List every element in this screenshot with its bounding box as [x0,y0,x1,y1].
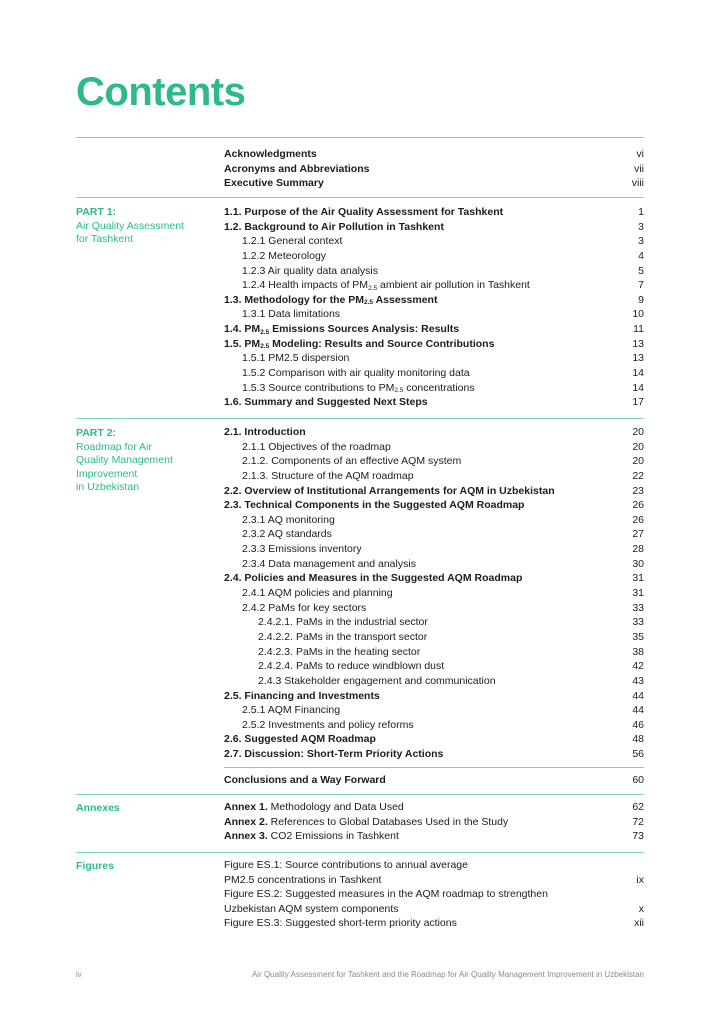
toc-entry-page: 73 [632,830,644,843]
toc-entry-title: 1.5.2 Comparison with air quality monitoring data [242,367,470,380]
toc-entry[interactable] [224,395,644,410]
toc-entry-page: 22 [632,469,644,482]
toc-entry[interactable] [224,205,644,220]
toc-entry-page: 33 [632,601,644,614]
toc-entry-title: 1.3. Methodology for the PM2.5 Assessment [224,293,438,307]
toc-entry-page: 42 [632,660,644,673]
toc-entry-page: 5 [638,264,644,277]
annexes-heading: Annexes [76,802,120,814]
toc-entry-page: 11 [633,323,644,336]
divider [76,418,644,419]
toc-entry-title: 2.4.2.4. PaMs to reduce windblown dust [258,660,445,673]
part2-desc-line: Quality Management [76,454,173,467]
toc-entry[interactable] [224,425,644,440]
toc-entry-page: 26 [632,499,644,512]
toc-entry[interactable] [224,484,644,499]
toc-entry-title: 2.1.1 Objectives of the roadmap [242,440,391,453]
toc-entry-page: 26 [632,513,644,526]
toc-entry-title: 2.4.1 AQM policies and planning [242,587,393,600]
annexes-list [224,800,644,844]
toc-entry-page: 13 [632,352,644,365]
toc-entry[interactable] [224,513,644,528]
front-matter-list [224,147,644,191]
toc-entry[interactable] [224,469,644,484]
toc-entry[interactable] [224,615,644,630]
toc-entry-title: 2.4.2.2. PaMs in the transport sector [258,630,428,643]
toc-entry[interactable] [224,674,644,689]
figure-entry-page: ix [636,873,644,886]
toc-entry[interactable] [224,220,644,235]
figure-entry-title: Figure ES.2: Suggested measures in the AQM roadmap to strengthen [224,888,548,900]
annexes-label [76,802,206,816]
toc-entry-page: vii [634,162,644,175]
toc-entry-title: 2.3.1 AQ monitoring [242,513,335,526]
toc-entry-title: 2.7. Discussion: Short-Term Priority Actions [224,748,444,761]
toc-entry-title: 2.6. Suggested AQM Roadmap [224,733,376,746]
toc-entry-title: Annex 3. CO2 Emissions in Tashkent [224,830,399,843]
toc-entry[interactable] [224,322,644,337]
part1-heading: PART 1: [76,206,117,218]
toc-entry[interactable] [224,747,644,762]
page-number: iv [76,970,82,979]
toc-entry-page: 10 [632,308,644,321]
toc-entry-page: 13 [632,337,644,350]
toc-entry-title: 2.3.3 Emissions inventory [242,543,362,556]
toc-entry[interactable] [224,264,644,279]
divider [76,794,644,795]
figure-entry-page: x [638,902,644,915]
part2-label [76,427,206,495]
toc-entry-title: Annex 2. References to Global Databases Used in the Study [224,815,509,828]
toc-entry[interactable] [224,278,644,293]
figures-heading: Figures [76,860,114,872]
toc-entry[interactable] [224,630,644,645]
figure-entry-title: PM2.5 concentrations in Tashkent [224,873,382,886]
toc-entry-title: 2.4.3 Stakeholder engagement and communication [258,674,496,687]
toc-entry-page: 4 [638,249,644,262]
toc-entry-page: 27 [632,528,644,541]
figure-entry-page: xii [634,917,644,929]
toc-entry-page: 20 [632,426,644,438]
toc-entry-page: 35 [632,630,644,643]
toc-entry-title: 2.1. Introduction [224,426,306,438]
figure-entry[interactable] [224,902,644,917]
figures-label [76,860,206,874]
toc-entry[interactable] [224,176,644,191]
toc-entry-page: 7 [638,279,644,292]
toc-entry-title: 2.3. Technical Components in the Suggested AQM Roadmap [224,499,525,512]
toc-entry-page: 44 [632,689,644,702]
toc-entry-title: 1.3.1 Data limitations [242,308,341,321]
toc-entry-title: 1.1. Purpose of the Air Quality Assessment for Tashkent [224,206,504,218]
divider [76,852,644,853]
toc-entry-page: 62 [632,801,644,813]
toc-entry[interactable] [224,689,644,704]
divider [76,137,644,138]
toc-entry-page: 1 [638,206,644,218]
toc-entry[interactable] [224,645,644,660]
toc-entry[interactable] [224,601,644,616]
toc-entry-title: 1.4. PM2.5 Emissions Sources Analysis: Results [224,323,460,336]
toc-entry-page: 60 [632,774,644,786]
part2-list [224,425,644,762]
figure-entry-title: Uzbekistan AQM system components [224,902,399,915]
toc-entry[interactable] [224,337,644,352]
toc-entry[interactable] [224,381,644,396]
toc-entry[interactable] [224,829,644,844]
toc-entry-title: 2.1.2. Components of an effective AQM system [242,455,462,468]
toc-entry[interactable] [224,527,644,542]
toc-entry[interactable] [224,147,644,162]
toc-entry-page: 17 [632,396,644,409]
toc-entry[interactable] [224,732,644,747]
toc-entry[interactable] [224,249,644,264]
toc-entry[interactable] [224,557,644,572]
part1-list [224,205,644,410]
toc-entry-title: 1.2.3 Air quality data analysis [242,264,378,277]
toc-entry[interactable] [224,815,644,830]
toc-entry[interactable] [224,440,644,455]
running-footer-text: Air Quality Assessment for Tashkent and the Roadmap for Air Quality Management Improvement in Uzbekistan [251,970,644,979]
toc-entry-title: 1.6. Summary and Suggested Next Steps [224,396,428,409]
toc-entry[interactable] [224,454,644,469]
conclusions-list [224,773,644,788]
toc-entry[interactable] [224,800,644,815]
part1-desc-line: Air Quality Assessment [76,219,184,232]
toc-entry-page: 28 [632,543,644,556]
figure-entry[interactable] [224,873,644,888]
toc-entry-title: 2.4.2.3. PaMs in the heating sector [258,645,421,658]
divider [224,767,644,768]
divider [76,197,644,198]
toc-entry-title: Annex 1. Methodology and Data Used [224,801,404,813]
toc-entry-title: 1.5. PM2.5 Modeling: Results and Source Contributions [224,337,495,351]
toc-entry-page: 3 [638,235,644,248]
page-footer [76,970,644,979]
toc-entry-title: 2.5. Financing and Investments [224,689,380,702]
part2-desc-line: Roadmap for Air [76,440,152,453]
toc-entry-title: Acronyms and Abbreviations [224,162,370,175]
toc-entry-title: 2.4. Policies and Measures in the Suggested AQM Roadmap [224,572,523,585]
toc-entry-page: 14 [632,367,644,380]
toc-entry[interactable] [224,498,644,513]
toc-entry[interactable] [224,366,644,381]
toc-entry-title: 2.3.4 Data management and analysis [242,557,416,570]
toc-entry-title: 1.5.3 Source contributions to PM2.5 concentrations [242,381,475,395]
toc-entry-title: 2.2. Overview of Institutional Arrangements for AQM in Uzbekistan [224,484,555,497]
part1-label [76,206,206,247]
part2-desc-line: Improvement [76,467,138,480]
toc-entry-page: 38 [632,645,644,658]
toc-entry-title: 2.1.3. Structure of the AQM roadmap [242,469,414,482]
toc-entry-title: Acknowledgments [224,148,317,160]
toc-entry-title: 2.5.1 AQM Financing [242,704,341,717]
toc-entry[interactable] [224,307,644,322]
toc-entry-page: 14 [632,381,644,394]
figure-entry[interactable] [224,858,644,873]
figure-entry-title: Figure ES.3: Suggested short-term priority actions [224,917,457,929]
figures-list [224,858,644,931]
page-title: Contents [76,70,246,114]
toc-entry-title: 1.2. Background to Air Pollution in Tashkent [224,220,444,233]
toc-entry[interactable] [224,659,644,674]
toc-entry[interactable] [224,234,644,249]
toc-entry-page: 31 [632,572,644,585]
toc-entry[interactable] [224,773,644,788]
toc-entry[interactable] [224,542,644,557]
toc-entry-page: 3 [638,220,644,233]
toc-entry[interactable] [224,571,644,586]
toc-entry-page: 46 [632,718,644,731]
toc-entry-title: 1.5.1 PM2.5 dispersion [242,352,350,365]
toc-entry-title: 1.2.2 Meteorology [242,249,327,262]
toc-entry-page: 20 [632,440,644,453]
toc-entry[interactable] [224,586,644,601]
toc-entry-page: 20 [632,455,644,468]
toc-entry-page: 43 [632,674,644,687]
toc-entry-page: 30 [632,557,644,570]
toc-entry-page: 48 [632,733,644,746]
toc-entry[interactable] [224,718,644,733]
toc-entry-page: 72 [632,815,644,828]
toc-entry[interactable] [224,351,644,366]
toc-entry-page: 23 [632,484,644,497]
toc-entry-page: 33 [632,616,644,629]
toc-entry-title: 2.3.2 AQ standards [242,528,332,541]
part2-desc-line: in Uzbekistan [76,481,140,494]
toc-entry[interactable] [224,703,644,718]
figure-entry[interactable] [224,916,644,931]
toc-entry-page: 31 [632,587,644,600]
toc-entry[interactable] [224,293,644,308]
toc-entry-title: 2.5.2 Investments and policy reforms [242,718,414,731]
part2-heading: PART 2: [76,427,117,439]
toc-entry-title: Conclusions and a Way Forward [224,774,386,786]
toc-entry-page: 56 [632,748,644,761]
toc-entry-title: Executive Summary [224,177,324,190]
toc-entry-title: 2.4.2.1. PaMs in the industrial sector [258,616,428,629]
toc-entry-title: 1.2.4 Health impacts of PM2.5 ambient air pollution in Tashkent [242,279,530,292]
toc-entry-title: 1.2.1 General context [242,235,343,248]
part1-desc-line: for Tashkent [76,233,134,246]
toc-entry-page: 9 [638,293,644,306]
toc-entry-page: 44 [632,704,644,717]
toc-entry-page: viii [631,177,644,190]
toc-entry-title: 2.4.2 PaMs for key sectors [242,601,367,614]
figure-entry-title: Figure ES.1: Source contributions to annual average [224,859,468,871]
toc-entry[interactable] [224,162,644,177]
figure-entry[interactable] [224,887,644,902]
toc-entry-page: vi [636,148,644,160]
